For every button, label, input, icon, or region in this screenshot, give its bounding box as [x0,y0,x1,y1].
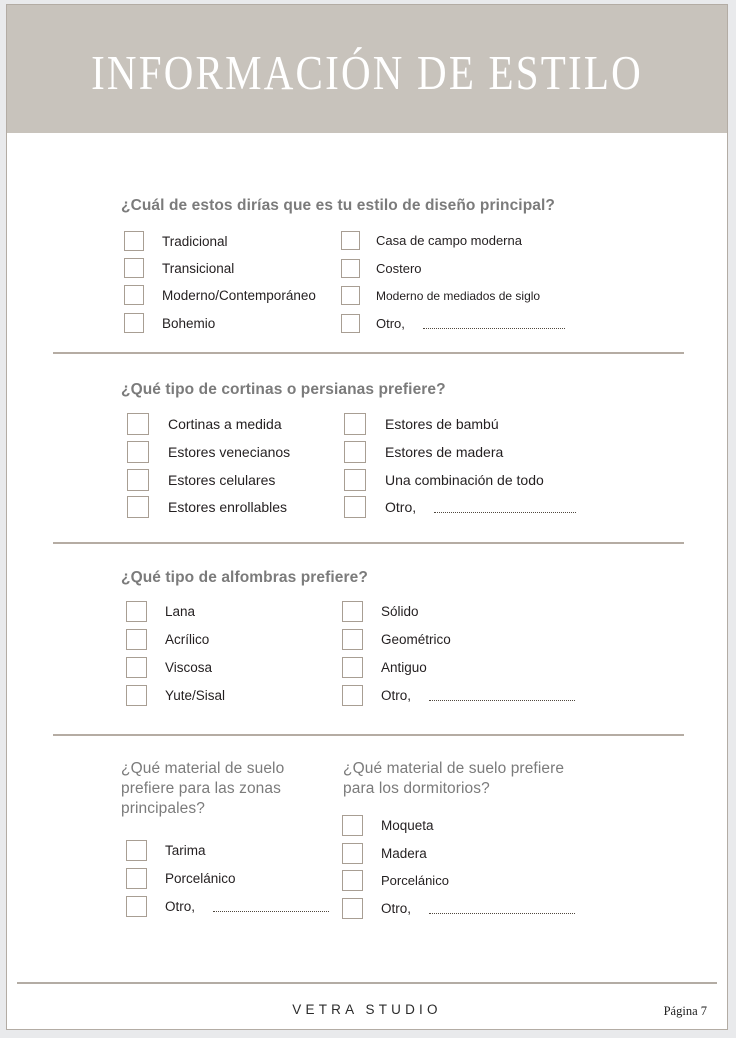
option-row[interactable] [124,285,316,305]
option-row[interactable] [126,601,195,622]
checkbox-tradicional[interactable] [124,231,144,251]
checkbox-otro[interactable] [341,314,360,333]
option-row[interactable] [344,441,503,463]
footer-brand: VETRA STUDIO [292,1002,442,1017]
checkbox-cortinas-a-medida[interactable] [127,413,149,435]
option-row[interactable] [344,496,576,518]
option-label: Casa de campo moderna [376,233,522,248]
checkbox-estores-celulares[interactable] [127,469,149,491]
fill-in-line[interactable] [429,699,575,701]
checkbox-combinacion-todo[interactable] [344,469,366,491]
option-label: Otro, [381,688,412,703]
fill-in-line[interactable] [429,912,575,914]
checkbox-otro[interactable] [342,898,363,919]
question-title-4-right: ¿Qué material de suelo prefiere para los dormitorios? [343,760,565,797]
option-row[interactable] [126,685,225,706]
document-page [6,4,728,1030]
checkbox-estores-enrollables[interactable] [127,496,149,518]
checkbox-acrilico[interactable] [126,629,147,650]
option-label: Tarima [165,843,206,858]
option-row[interactable] [342,601,419,622]
option-label: Costero [376,261,422,276]
option-label: Transicional [162,260,235,276]
checkbox-estores-madera[interactable] [344,441,366,463]
fill-in-line[interactable] [434,511,576,513]
checkbox-casa-campo-moderna[interactable] [341,231,360,250]
checkbox-tarima[interactable] [126,840,147,861]
option-row[interactable] [124,313,215,333]
checkbox-porcelanico[interactable] [126,868,147,889]
option-row[interactable] [127,469,275,491]
option-label: Tradicional [162,233,228,249]
option-row[interactable] [341,231,522,250]
option-row[interactable] [342,657,427,678]
page-number: Página 7 [663,1004,707,1018]
section-divider [53,352,684,354]
option-label: Sólido [381,604,419,619]
option-label: Otro, [385,499,417,515]
checkbox-moderno-contemporaneo[interactable] [124,285,144,305]
question-title-4-left: ¿Qué material de suelo prefiere para las zonas principales? [121,760,285,817]
fill-in-line[interactable] [213,910,329,912]
checkbox-moderno-mediados-siglo[interactable] [341,286,360,305]
option-row[interactable] [342,815,434,836]
option-row[interactable] [342,629,451,650]
option-label: Acrílico [165,632,210,647]
option-label: Madera [381,846,427,861]
option-row[interactable] [344,413,499,435]
fill-in-line[interactable] [423,327,565,329]
option-row[interactable] [126,657,212,678]
checkbox-yute-sisal[interactable] [126,685,147,706]
option-label: Moqueta [381,818,434,833]
option-row[interactable] [124,231,228,251]
form-content [7,133,727,1029]
checkbox-otro[interactable] [342,685,363,706]
question-title-3: ¿Qué tipo de alfombras prefiere? [121,569,368,586]
option-label: Lana [165,604,196,619]
section-divider [53,734,684,736]
page-header-band [7,5,727,133]
option-label: Estores de madera [385,444,504,460]
option-row[interactable] [127,496,287,518]
option-row[interactable] [341,259,422,278]
option-label: Geométrico [381,632,451,647]
checkbox-estores-venecianos[interactable] [127,441,149,463]
option-row[interactable] [342,870,449,891]
checkbox-lana[interactable] [126,601,147,622]
option-row[interactable] [126,840,206,861]
page-title: INFORMACIÓN DE ESTILO [91,45,643,100]
option-row[interactable] [344,469,544,491]
option-label: Porcelánico [381,873,449,888]
checkbox-solido[interactable] [342,601,363,622]
option-label: Porcelánico [165,871,236,886]
option-row[interactable] [341,314,565,333]
option-label: Moderno de mediados de siglo [376,288,541,303]
checkbox-porcelanico[interactable] [342,870,363,891]
section-divider [53,542,684,544]
option-label: Antiguo [381,660,427,675]
option-label: Estores enrollables [168,499,288,515]
option-label: Otro, [376,316,405,331]
option-row[interactable] [126,868,236,889]
option-label: Otro, [381,901,412,916]
checkbox-viscosa[interactable] [126,657,147,678]
option-label: Una combinación de todo [385,472,544,488]
option-row[interactable] [127,441,290,463]
option-label: Viscosa [165,660,213,675]
option-row[interactable] [126,629,209,650]
checkbox-costero[interactable] [341,259,360,278]
checkbox-moqueta[interactable] [342,815,363,836]
footer-divider [17,982,717,984]
option-label: Estores de bambú [385,416,499,432]
option-label: Yute/Sisal [165,688,226,703]
option-row[interactable] [342,898,575,919]
checkbox-estores-bambu[interactable] [344,413,366,435]
checkbox-otro[interactable] [344,496,366,518]
checkbox-transicional[interactable] [124,258,144,278]
checkbox-otro[interactable] [126,896,147,917]
option-row[interactable] [341,286,540,305]
question-title-1: ¿Cuál de estos dirías que es tu estilo de diseño principal? [121,197,555,214]
option-row[interactable] [124,258,234,278]
option-label: Otro, [165,899,196,914]
checkbox-madera[interactable] [342,843,363,864]
option-row[interactable] [127,413,282,435]
checkbox-bohemio[interactable] [124,313,144,333]
option-label: Bohemio [162,315,216,331]
option-label: Moderno/Contemporáneo [162,287,316,303]
checkbox-geometrico[interactable] [342,629,363,650]
option-row[interactable] [126,896,329,917]
option-label: Cortinas a medida [168,416,282,432]
option-label: Estores venecianos [168,444,291,460]
option-row[interactable] [342,843,427,864]
option-label: Estores celulares [168,472,276,488]
checkbox-antiguo[interactable] [342,657,363,678]
question-title-2: ¿Qué tipo de cortinas o persianas prefiere? [121,381,446,398]
option-row[interactable] [342,685,575,706]
